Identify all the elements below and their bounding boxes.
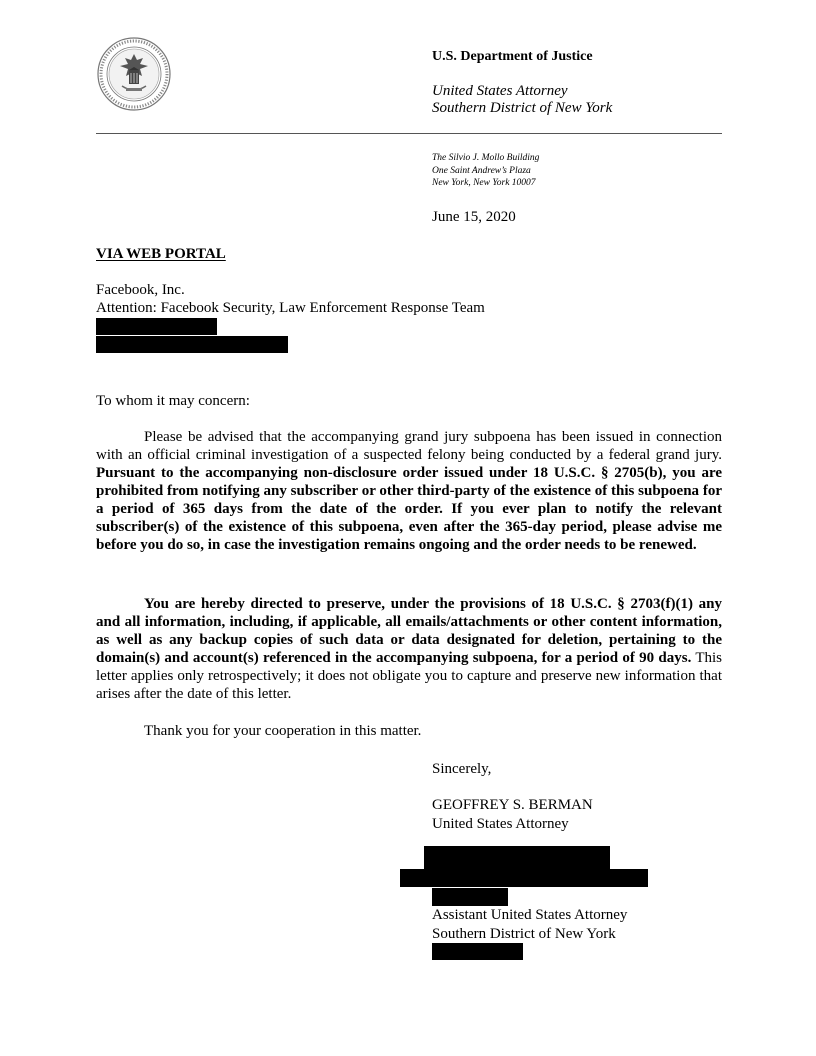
body-paragraph-2: [96, 595, 722, 703]
recipient-attention: Attention: Facebook Security, Law Enforcement Response Team: [96, 300, 485, 316]
signer-title: Assistant United States Attorney: [432, 907, 628, 923]
delivery-method: VIA WEB PORTAL: [96, 246, 226, 262]
office-title: United States Attorney: [432, 83, 568, 99]
preservation-directive: You are hereby directed to preserve, under the provisions of 18 U.S.C. § 2703(f)(1) any and all information, including, if applicable, all emails/attachments or other content information, as well as any backup copies of such data or data designated for deletion, pertaining to the domain(s) and account(s) referenced in the accompanying subpoena, for a period of 90 days.: [96, 596, 722, 666]
signatory-title: United States Attorney: [432, 816, 569, 832]
paragraph-text: This letter applies only retrospectively; it does not obligate you to capture and preserve new information that arises after the date of this letter.: [96, 650, 722, 702]
paragraph-text: Thank you for your cooperation in this matter.: [144, 723, 422, 739]
department-name: U.S. Department of Justice: [432, 49, 593, 64]
non-disclosure-notice: Pursuant to the accompanying non-disclosure order issued under 18 U.S.C. § 2705(b), you are prohibited from notifying any subscriber or other third-party of the existence of this subpoena for a period of 365 days from the date of the order. If you ever plan to notify the relevant subscriber(s) of the existence of this subpoena, even after the 365-day period, please advise me before you do so, in case the investigation remains ongoing and the order needs to be renewed.: [96, 465, 722, 553]
signature-redaction: [400, 869, 648, 887]
address-line-3: New York, New York 10007: [432, 178, 536, 188]
redaction-bar: [96, 336, 288, 353]
signer-office: Southern District of New York: [432, 926, 616, 942]
doj-seal-icon: [96, 36, 172, 112]
office-district: Southern District of New York: [432, 100, 613, 116]
paragraph-text: Please be advised that the accompanying grand jury subpoena has been issued in connection with an official criminal investigation of a suspected felony being conducted by a federal grand jury.: [96, 429, 722, 463]
signatory-name: GEOFFREY S. BERMAN: [432, 797, 593, 813]
signature-redaction: [424, 846, 610, 870]
body-paragraph-1: [96, 428, 722, 554]
body-paragraph-3: [96, 722, 722, 740]
salutation: To whom it may concern:: [96, 393, 250, 409]
contact-redaction: [432, 943, 523, 960]
address-line-2: One Saint Andrew’s Plaza: [432, 166, 531, 176]
address-line-1: The Silvio J. Mollo Building: [432, 153, 540, 163]
header-rule: [96, 133, 722, 134]
redaction-bar: [96, 318, 217, 335]
letter-date: June 15, 2020: [432, 209, 516, 225]
closing: Sincerely,: [432, 761, 492, 777]
name-redaction: [432, 888, 508, 906]
recipient-company: Facebook, Inc.: [96, 282, 185, 298]
